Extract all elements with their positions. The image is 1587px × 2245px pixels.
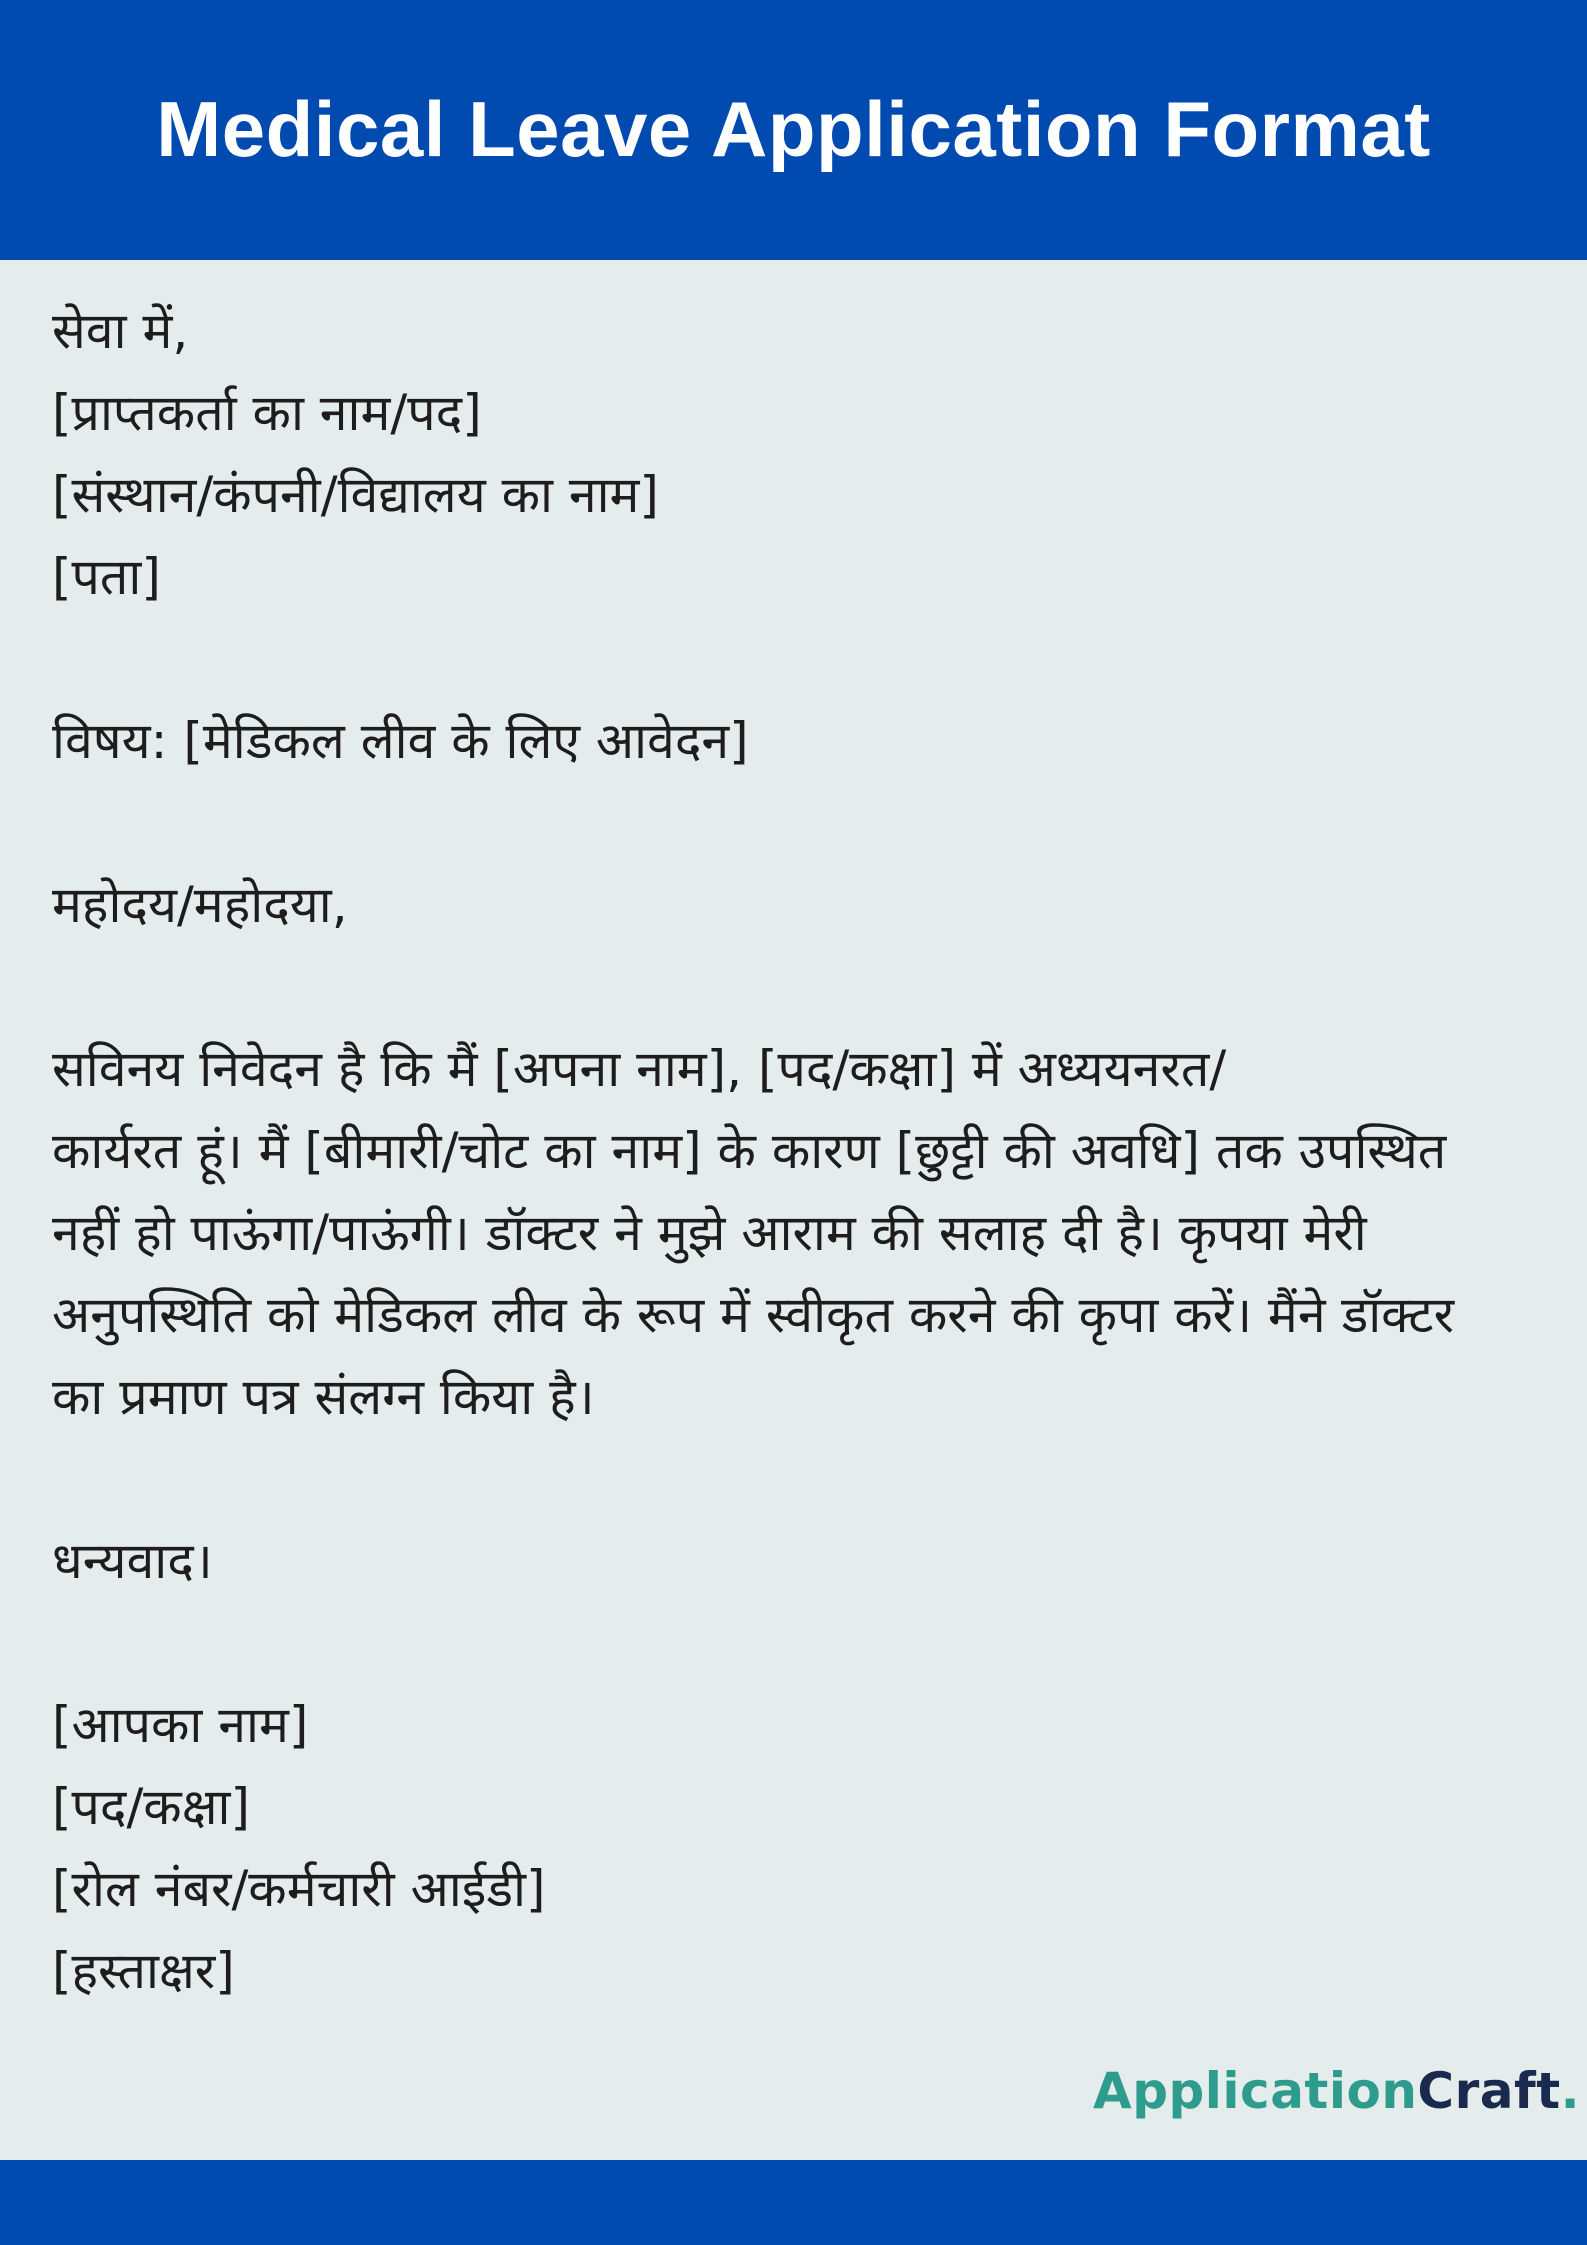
footer-bar xyxy=(0,2160,1587,2245)
spacer xyxy=(52,782,1492,864)
thanks-line: धन्यवाद। xyxy=(52,1532,213,1590)
spacer xyxy=(52,946,1492,1028)
header-banner xyxy=(0,0,1587,260)
logo-text-application: Application xyxy=(1093,2062,1418,2120)
subject-line: विषय: [मेडिकल लीव के लिए आवेदन] xyxy=(52,712,749,770)
spacer xyxy=(52,618,1492,700)
spacer xyxy=(52,1438,1492,1520)
salutation-to: सेवा में, xyxy=(52,302,189,360)
recipient-line: [प्राप्तकर्ता का नाम/पद] xyxy=(52,384,482,442)
logo-dot: . xyxy=(1560,2062,1581,2120)
greeting-line: महोदय/महोदया, xyxy=(52,876,348,934)
address-line: [पता] xyxy=(52,548,161,606)
logo-text-craft: Craft xyxy=(1417,2062,1561,2120)
page-title: Medical Leave Application Format xyxy=(156,84,1431,173)
body-paragraph: कार्यरत हूं। मैं [बीमारी/चोट का नाम] के कारण [छुट्टी की अवधि] तक उपस्थित नहीं हो पाऊंगा/पाऊंगी। डॉक्टर ने मुझे आराम की सलाह दी है। कृपया मेरी अनुपस्थिति को मेडिकल लीव के रूप में स्वीकृत करने की कृपा करें। मैंने डॉक्टर का प्रमाण पत्र संलग्न किया है। xyxy=(52,1122,1455,1426)
letter-body xyxy=(52,290,1492,2012)
signature-sign: [हस्ताक्षर] xyxy=(52,1942,235,2000)
signature-position: [पद/कक्षा] xyxy=(52,1778,251,1836)
signature-name: [आपका नाम] xyxy=(52,1696,309,1754)
organization-line: [संस्थान/कंपनी/विद्यालय का नाम] xyxy=(52,466,659,524)
body-first-line: सविनय निवेदन है कि मैं [अपना नाम], [पद/कक्षा] में अध्ययनरत/ xyxy=(52,1040,1227,1098)
signature-id: [रोल नंबर/कर्मचारी आईडी] xyxy=(52,1860,546,1918)
spacer xyxy=(52,1602,1492,1684)
brand-logo xyxy=(1093,2062,1580,2120)
